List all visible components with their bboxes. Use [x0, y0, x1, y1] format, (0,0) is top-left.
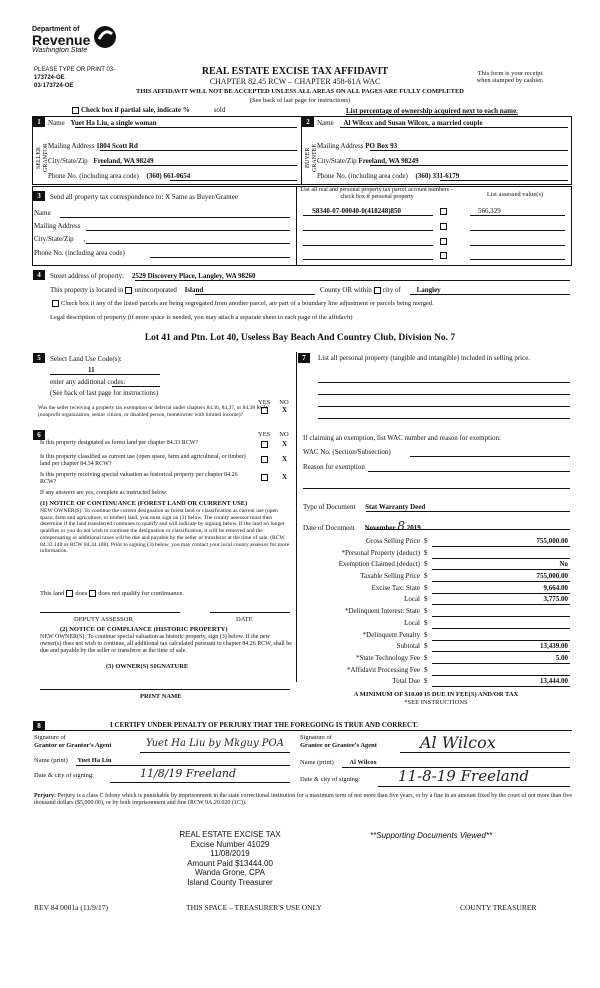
street-address[interactable]: 2529 Discovery Place, Langley, WA 98260 — [131, 272, 256, 280]
tax-row-value[interactable]: 3,775.00 — [543, 595, 568, 604]
tax-row-label: *Affidavit Processing Fee — [347, 665, 420, 674]
seller-addr-label: Mailing Address — [48, 142, 95, 150]
tax-row — [300, 607, 572, 619]
tax-table — [300, 537, 572, 689]
dollar-sign: $ — [424, 677, 428, 686]
seller-name-label: Name — [48, 119, 65, 127]
seller-side-label: SELLER GRANTOR — [36, 143, 49, 173]
tax-row-label: Gross Selling Price — [365, 537, 420, 545]
seller-address[interactable]: 1804 Scott Rd — [96, 142, 138, 150]
logo-dept: Department of — [32, 26, 80, 33]
stamp-name: Wanda Grone, CPA — [195, 868, 265, 877]
tax-row — [300, 549, 572, 561]
exemption-question: Was the seller receiving a property tax exemption or deferral under chapters 84.36, 84.37, or 84.38 RCW (nonprofit organization, senior citizen, or disabled person, homeowner with limited income)? — [38, 405, 269, 418]
assessed-header: List assessed value(s) — [486, 191, 544, 198]
grantee-signature[interactable]: Al Wilcox — [420, 733, 496, 752]
city-checkbox[interactable] — [374, 287, 381, 294]
parcel-number[interactable]: S8340-07-00040-0(418248)850 — [312, 207, 402, 215]
wac-label: WAC No. (Section/Subsection) — [303, 448, 391, 456]
form-revision: REV 84 0001a (11/9/17) — [34, 903, 108, 912]
seller-name[interactable]: Yuet Ha Liu, a single woman — [70, 119, 157, 127]
doc-date-label: Date of Document — [303, 524, 355, 532]
tax-row-label: Excise Tax: State — [371, 583, 420, 592]
see-instructions: *SEE INSTRUCTIONS — [404, 699, 468, 706]
supporting-docs-viewed: **Supporting Documents Viewed** — [370, 831, 493, 840]
current-use-answer[interactable]: X — [282, 455, 288, 463]
dollar-sign: $ — [424, 560, 428, 569]
tax-row — [300, 677, 572, 689]
sec6-no-header: NO — [279, 431, 289, 438]
dollar-sign: $ — [424, 572, 428, 581]
tax-row — [300, 560, 572, 572]
sec3-city-label: City/State/Zip — [34, 235, 74, 243]
dollar-sign: $ — [424, 583, 428, 592]
code-1: 173724-OE — [34, 75, 65, 81]
land-use-code[interactable]: 11 — [88, 366, 95, 374]
tax-row-label: Subtotal — [396, 642, 420, 651]
current-use-yes-checkbox[interactable] — [261, 456, 268, 463]
dollar-sign: $ — [424, 537, 428, 545]
send-value[interactable]: X Same as Buyer/Grantee — [165, 193, 238, 201]
tax-row-value[interactable]: 13,444.00 — [540, 677, 568, 686]
segregated-checkbox[interactable] — [52, 300, 59, 307]
historic-yes-checkbox[interactable] — [261, 474, 268, 481]
historic-answer[interactable]: X — [282, 473, 288, 481]
section-7-number: 7 — [298, 353, 310, 363]
receipt-note-2: when stamped by cashier. — [476, 77, 544, 85]
section-2-number: 2 — [302, 117, 314, 127]
does-not-label: does not qualify for continuance. — [98, 590, 185, 597]
segregated-label: Check box if any of the listed parcels are being segregated from another parcel, are part of a boundary line adjustment or parcels being merged. — [61, 300, 434, 307]
perjury-label: Perjury: — [34, 793, 56, 799]
buyer-phone[interactable]: (360) 331-6179 — [415, 172, 460, 180]
form-title: REAL ESTATE EXCISE TAX AFFIDAVIT — [201, 66, 389, 77]
section-8-number: 8 — [33, 721, 45, 731]
minimum-note: A MINIMUM OF $10.00 IS DUE IN FEE(S) AND/OR TAX — [353, 691, 519, 698]
tax-row-value[interactable]: 5.00 — [555, 653, 568, 662]
seller-city[interactable]: Freeland, WA 98249 — [93, 157, 154, 165]
notice1-body: NEW OWNER(S): To continue the current designation as forest land or classification as current use (open space, farm and agriculture, or timber) land, you must sign on (3) below. The county assessor must then determine if the land transferred continues to qualify and will indicate by signing below. If the land no longer qualifies or you do not wish to continue the designation or classification, it will be removed and the compensating or additional taxes will be due and payable by the seller or transferor at the time of sale. (RCW 84.33.140 or RCW 84.34.108). Prior to signing (3) below, you may contact your local county assessor for more information. — [40, 508, 290, 555]
city-value[interactable]: Langley — [416, 286, 441, 294]
tax-row — [300, 666, 572, 678]
personal-property-checkbox-3[interactable] — [440, 238, 447, 245]
legal-label: Legal description of property (if more space is needed, you may attach a separate sheet to each page of the affidavit) — [50, 314, 353, 321]
dor-logo — [32, 26, 122, 66]
grantor-print-name[interactable]: Yuet Ha Liu — [77, 757, 112, 764]
tax-row — [300, 572, 572, 584]
dor-emblem-icon — [92, 24, 118, 50]
section-4-number: 4 — [33, 270, 45, 280]
tax-row-label: Total Due — [392, 677, 420, 686]
code-2: 03-173724-OE — [34, 83, 74, 89]
grantee-print-name[interactable]: Al Wilcox — [349, 759, 377, 766]
dollar-sign: $ — [424, 618, 428, 627]
tax-row — [300, 537, 572, 549]
ownership-note: List percentage of ownership acquired next to each name. — [346, 107, 518, 115]
grantee-date-label: Date & city of signing: — [300, 776, 360, 783]
located-label: This property is located in — [50, 286, 124, 294]
print-note: PLEASE TYPE OR PRINT 03- — [34, 67, 116, 73]
sold-label: sold — [213, 106, 226, 114]
parcel-header: List all real and personal property tax parcel account numbers – check box if personal property — [300, 187, 454, 200]
buyer-addr-label: Mailing Address — [317, 142, 364, 150]
stamp-amount: Amount Paid $13444.00 — [187, 858, 273, 868]
does-checkbox[interactable] — [66, 590, 73, 597]
city-of-label: city of — [382, 286, 401, 294]
dollar-sign: $ — [424, 630, 428, 639]
logo-revenue: Revenue — [32, 32, 91, 49]
forest-yes-checkbox[interactable] — [261, 441, 268, 448]
grantor-print-label: Name (print) — [34, 757, 68, 764]
tax-row-label: *Delinquent Penalty — [362, 630, 420, 639]
doc-type-label: Type of Document — [303, 503, 356, 511]
stamp-line-1: REAL ESTATE EXCISE TAX — [179, 830, 281, 839]
partial-sale-checkbox[interactable] — [72, 107, 79, 114]
seller-phone-label: Phone No. (including area code) — [48, 172, 139, 180]
section-6-number: 6 — [33, 430, 45, 440]
sec3-phone-label: Phone No. (including area code) — [34, 249, 125, 257]
tax-row-value[interactable]: 755,000.00 — [536, 572, 568, 581]
doc-type[interactable]: Stat Warranty Deed — [365, 503, 426, 511]
notice2-body: NEW OWNER(S): To continue special valuation as historic property, sign (3) below. If the new owner(s) does not wish to continue, all additional tax calculated pursuant to chapter 84.26 RCW, shall be due and payable by the seller or transferor at the time of sale. — [40, 634, 292, 654]
tax-row-value[interactable]: No — [559, 560, 568, 569]
street-label: Street address of property: — [50, 272, 125, 280]
personal-property-checkbox-1[interactable] — [440, 208, 447, 215]
personal-property-checkbox-2[interactable] — [440, 223, 447, 230]
owner-signature-label: (3) OWNER(S) SIGNATURE — [106, 663, 189, 670]
notice1-title: (1) NOTICE OF CONTINUANCE (FOREST LAND OR CURRENT USE) — [40, 500, 248, 507]
form-subtitle: CHAPTER 82.45 RCW – CHAPTER 458-61A WAC — [209, 77, 381, 86]
partial-sale-label: Check box if partial sale, indicate % — [81, 106, 190, 114]
county-label: County OR within — [320, 286, 372, 294]
tax-row-label: Taxable Selling Price — [360, 572, 420, 581]
if-yes-note: If any answers are yes, complete as instructed below. — [40, 490, 168, 496]
tax-row-label: Local — [404, 618, 420, 627]
current-use-question: Is this property classified as current use (open space, farm and agricultural, or timber) land per chapter 84.34 RCW? — [40, 454, 246, 467]
seller-city-label: City/State/Zip — [48, 157, 88, 165]
does-not-checkbox[interactable] — [89, 590, 96, 597]
sec5-see-back: (See back of last page for instructions) — [50, 389, 159, 397]
seller-phone[interactable]: (360) 661-0654 — [146, 172, 191, 180]
section-3-number: 3 — [33, 191, 45, 201]
forest-question: Is this property designated as forest land per chapter 84.33 RCW? — [40, 440, 199, 446]
treasurer-use-only: THIS SPACE – TREASURER'S USE ONLY — [186, 903, 322, 912]
print-name-label: PRINT NAME — [140, 693, 182, 700]
doc-date-month[interactable]: November — [364, 524, 396, 532]
grantee-sig-label-1: Signature of — [300, 734, 332, 741]
buyer-name[interactable]: Al Wilcox and Susan Wilcox, a married couple — [343, 119, 483, 127]
perjury-text: Perjury is a class C felony which is punishable by imprisonment in the state correctional institution for a maximum term of not more than five years, or by a fine in an amount fixed by the court of not more than five thousand dollars ($5,000.00), or by both imprisonment and fine (RCW 9A.20.020 (1C)). — [34, 793, 573, 806]
sec3-city[interactable]: , — [83, 235, 86, 243]
legal-description[interactable]: Lot 41 and Ptn. Lot 40, Useless Bay Beach And Country Club, Division No. 7 — [144, 333, 456, 343]
sec5-yes-header: YES — [258, 399, 271, 406]
doc-date-year[interactable]: 2019 — [406, 524, 421, 532]
sec3-name-label: Name — [34, 209, 51, 217]
reason-label: Reason for exemption — [303, 463, 365, 471]
logo-state: Washington State — [32, 47, 88, 55]
this-land-label: This land — [40, 590, 65, 597]
dollar-sign: $ — [424, 607, 428, 616]
dollar-sign: $ — [424, 665, 428, 674]
tax-row-label: *Personal Property (deduct) — [341, 548, 420, 557]
historic-question: Is this property receiving special valuation as historical property per chapter 84.26 RCW? — [40, 472, 238, 485]
section-5-number: 5 — [33, 353, 45, 363]
stamp-office: Island County Treasurer — [187, 877, 273, 887]
deputy-date-label: DATE — [236, 616, 253, 623]
additional-codes-label: enter any additional codes: — [50, 378, 126, 386]
grantor-sig-label-2: Grantor or Grantor's Agent — [34, 742, 112, 749]
forest-answer[interactable]: X — [282, 440, 288, 448]
assessed-value[interactable]: 566,329 — [478, 207, 501, 215]
sec5-no-header: NO — [279, 399, 289, 406]
county-treasurer-label: COUNTY TREASURER — [460, 903, 537, 912]
tax-row-value[interactable]: 9,664.00 — [543, 583, 568, 592]
buyer-city[interactable]: Freeland, WA 98249 — [358, 157, 419, 165]
stamp-date: 11/08/2019 — [210, 849, 250, 858]
unincorporated-label: unincorporated — [134, 286, 177, 294]
buyer-city-label: City/State/Zip — [317, 157, 357, 165]
send-label: Send all property tax correspondence to: — [50, 193, 164, 201]
dollar-sign: $ — [424, 642, 428, 651]
tax-row-label: Local — [404, 595, 420, 604]
unincorporated-checkbox[interactable] — [125, 287, 132, 294]
certify-statement: I CERTIFY UNDER PENALTY OF PERJURY THAT THE FOREGOING IS TRUE AND CORRECT. — [110, 721, 419, 729]
buyer-phone-label: Phone No. (including area code) — [317, 172, 408, 180]
buyer-address[interactable]: PO Box 93 — [365, 142, 398, 150]
county-value[interactable]: Island — [184, 286, 204, 294]
grantee-sig-label-2: Grantee or Grantee's Agent — [300, 742, 377, 749]
doc-date-day[interactable]: 8 — [397, 519, 405, 533]
dollar-sign: $ — [424, 653, 428, 662]
grantor-signature[interactable]: Yuet Ha Liu by Mkguy POA — [146, 738, 284, 749]
sec6-yes-header: YES — [258, 431, 271, 438]
grantee-print-label: Name (print) — [300, 759, 334, 766]
tax-row-label: *Delinquent Interest: State — [344, 607, 420, 616]
land-use-label: Select Land Use Code(s): — [50, 355, 122, 363]
tax-row — [300, 595, 572, 607]
tax-row-value[interactable]: 13,439.00 — [540, 642, 568, 651]
tax-row-label: *State Technology Fee — [356, 653, 420, 662]
grantor-date-label: Date & city of signing: — [34, 772, 94, 779]
warning: THIS AFFIDAVIT WILL NOT BE ACCEPTED UNLESS ALL AREAS ON ALL PAGES ARE FULLY COMPLETED — [136, 88, 464, 95]
dollar-sign: $ — [424, 548, 428, 557]
claim-label: If claiming an exemption, list WAC number and reason for exemption: — [303, 434, 501, 442]
tax-row-value[interactable]: 755,000.00 — [536, 537, 568, 545]
tax-row — [300, 584, 572, 596]
see-back: (See back of last page for instructions) — [249, 97, 351, 104]
receipt-note-1: This form is your receipt — [477, 70, 543, 77]
buyer-name-label: Name — [317, 119, 334, 127]
tax-row — [300, 654, 572, 666]
notice2-title: (2) NOTICE OF COMPLIANCE (HISTORIC PROPERTY) — [60, 626, 228, 633]
tax-row-label: Exemption Claimed (deduct) — [338, 560, 420, 569]
tax-row — [300, 619, 572, 631]
stamp-excise-number: Excise Number 41029 — [190, 839, 270, 849]
treasurer-stamp — [150, 830, 310, 887]
exemption-answer[interactable]: X — [282, 406, 288, 414]
personal-property-checkbox-4[interactable] — [440, 252, 447, 259]
tax-row — [300, 631, 572, 643]
grantee-date-city[interactable]: 11-8-19 Freeland — [398, 767, 529, 785]
deputy-assessor-label: DEPUTY ASSESSOR — [74, 616, 133, 623]
buyer-side-label: BUYER GRANTEE — [305, 144, 318, 172]
section-1-number: 1 — [33, 117, 45, 127]
personal-property-label: List all personal property (tangible and intangible) included in selling price. — [318, 354, 531, 362]
exemption-yes-checkbox[interactable] — [261, 407, 268, 414]
does-label: does — [75, 590, 88, 597]
grantor-sig-label-1: Signature of — [34, 734, 66, 741]
tax-row — [300, 642, 572, 654]
sec3-addr-label: Mailing Address — [34, 222, 81, 230]
grantor-date-city[interactable]: 11/8/19 Freeland — [140, 767, 237, 780]
dollar-sign: $ — [424, 595, 428, 604]
